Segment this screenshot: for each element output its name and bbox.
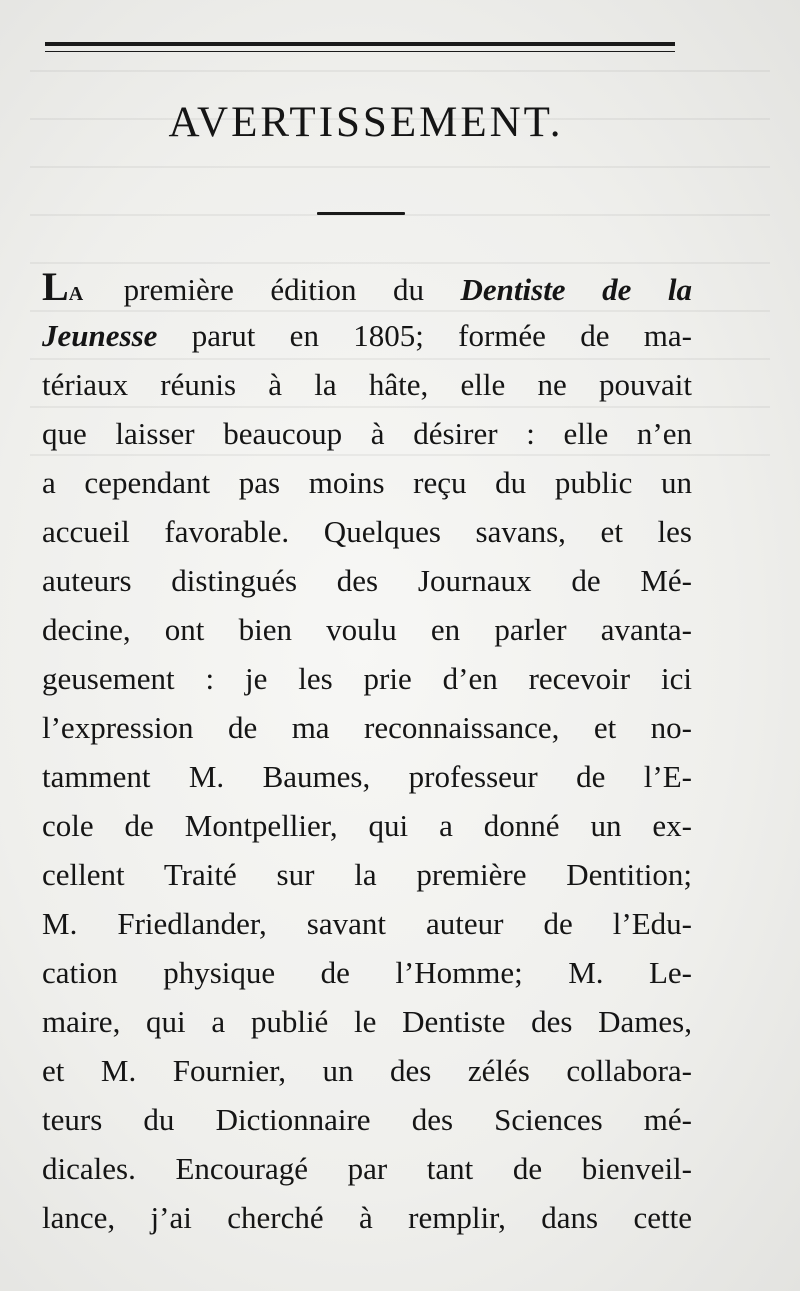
- text-line: geusement : je les prie d’en recevoir ici: [42, 661, 692, 696]
- text-line: tériaux réunis à la hâte, elle ne pouvait: [42, 367, 692, 402]
- text-line: lance, j’ai cherché à remplir, dans cette: [42, 1200, 692, 1235]
- text-line: cellent Traité sur la première Dentition;: [42, 857, 692, 892]
- drop-cap: L: [42, 264, 69, 309]
- text-line: auteurs distingués des Journaux de Mé-: [42, 563, 692, 598]
- text-line: accueil favorable. Quelques savans, et les: [42, 514, 692, 549]
- heading-ornament-rule: [317, 212, 405, 215]
- text-line: et M. Fournier, un des zélés collabora-: [42, 1053, 692, 1088]
- text-line: l’expression de ma reconnaissance, et no-: [42, 710, 692, 745]
- text-line: cole de Montpellier, qui a donné un ex-: [42, 808, 692, 843]
- text-line: [42, 311, 692, 360]
- text-line: decine, ont bien voulu en parler avanta-: [42, 612, 692, 647]
- text-line: maire, qui a publié le Dentiste des Dames,: [42, 1004, 692, 1039]
- text-line: que laisser beaucoup à désirer : elle n’en: [42, 416, 692, 451]
- body-paragraph: [42, 262, 692, 1242]
- text-line: dicales. Encouragé par tant de bienveil-: [42, 1151, 692, 1186]
- text-line: M. Friedlander, savant auteur de l’Edu-: [42, 906, 692, 941]
- book-title-italic: Jeunesse: [42, 318, 158, 353]
- book-title-italic: Dentiste de la: [460, 272, 692, 307]
- text-line: [42, 262, 692, 311]
- header-double-rule: [45, 42, 675, 52]
- text-line: a cependant pas moins reçu du public un: [42, 465, 692, 500]
- line-text: première édition du: [87, 272, 461, 307]
- text-line: cation physique de l’Homme; M. Le-: [42, 955, 692, 990]
- line-text: parut en 1805; formée de ma-: [157, 318, 692, 353]
- text-line: teurs du Dictionnaire des Sciences mé-: [42, 1102, 692, 1137]
- page-heading: AVERTISSEMENT.: [168, 99, 564, 146]
- text-line: tamment M. Baumes, professeur de l’E-: [42, 759, 692, 794]
- small-cap: A: [68, 283, 84, 305]
